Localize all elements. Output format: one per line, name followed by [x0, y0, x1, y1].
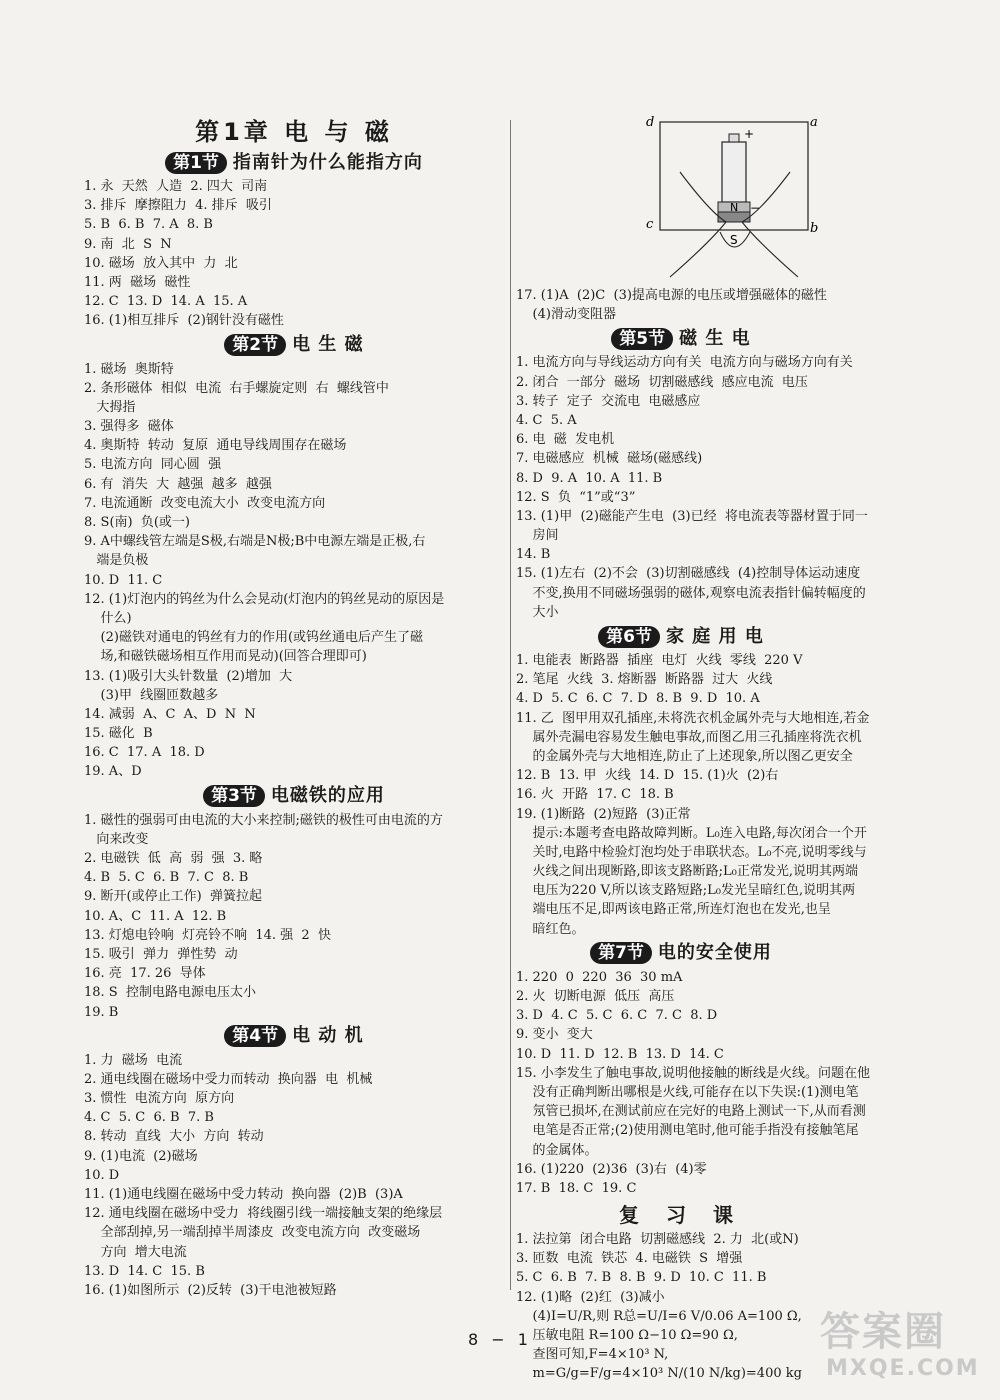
answer-line: 房间	[516, 528, 559, 544]
answer-line: 压敏电阻 R=100 Ω−10 Ω=90 Ω,	[516, 1328, 738, 1343]
answer-lines	[516, 353, 868, 622]
answer-lines	[84, 177, 504, 331]
answer-line: 的金属体。	[516, 1142, 598, 1158]
answer-line: 11. 乙 图甲用双孔插座,未将洗衣机金属外壳与大地相连,若金	[516, 710, 870, 726]
section-header	[84, 150, 504, 174]
electromagnet-figure	[640, 112, 820, 282]
field-line-left	[670, 172, 726, 277]
answer-line: 大拇指	[84, 399, 136, 415]
section-title: 电的安全使用	[657, 942, 772, 964]
section-badge: 第7节	[590, 942, 652, 964]
answer-line: 10. D	[84, 1167, 120, 1183]
answer-line: 8. S(南) 负(或一)	[84, 515, 190, 530]
section-title: 电磁铁的应用	[270, 785, 385, 807]
section-header	[84, 1024, 504, 1048]
answer-line: 9. 断开(或停止工作) 弹簧拉起	[84, 889, 262, 905]
answer-lines	[516, 968, 870, 1198]
answer-lines	[516, 286, 846, 324]
answer-line: 3. 强得多 磁体	[84, 419, 174, 435]
answer-line: (4)I=U/R,则 R总=U/I=6 V/0.06 A=100 Ω,	[516, 1308, 802, 1324]
answer-line: 1. 电能表 断路器 插座 电灯 火线 零线 220 V	[516, 653, 803, 668]
answer-line: 15. 磁化 B	[84, 726, 153, 742]
answer-line: 19. B	[84, 1004, 119, 1020]
section-badge: 第3节	[203, 785, 265, 807]
answer-lines	[84, 811, 504, 1022]
section-badge: 第2节	[224, 334, 286, 356]
answer-line: 氖管已损坏,在测试前应在完好的电路上测试一下,从而看测	[516, 1104, 866, 1120]
answer-line: 1. 电流方向与导线运动方向有关 电流方向与磁场方向有关	[516, 355, 853, 371]
answer-line: 3. 转子 定子 交流电 电磁感应	[516, 393, 701, 409]
answer-line: 3. 惯性 电流方向 原方向	[84, 1091, 235, 1107]
answer-line: 端电压不足,即两该电路正常,所连灯泡也在发光,也呈	[516, 902, 831, 918]
answer-line: 13. (1)吸引大头针数量 (2)增加 大	[84, 668, 293, 684]
label-b: b	[810, 221, 819, 236]
answer-line: 9. 变小 变大	[516, 1027, 593, 1043]
answer-line: 1. 法拉第 闭合电路 切割磁感线 2. 力 北(或N)	[516, 1232, 799, 1248]
answer-line: 查图可知,F=4×10³ N,	[516, 1347, 669, 1363]
answer-line: 18. S 控制电路电源电压太小	[84, 985, 256, 1001]
answer-line: 提示:本题考查电路故障判断。L₀连入电路,每次闭合一个开	[516, 825, 867, 841]
answer-line: 17. (1)A (2)C (3)提高电源的电压或增强磁体的磁性	[516, 288, 827, 303]
answer-line: 5. C 6. B 7. B 8. B 9. D 10. C 11. B	[516, 1270, 767, 1286]
answer-line: 暗红色。	[516, 921, 585, 937]
label-s: S	[730, 233, 738, 247]
answer-line: m=G/g=F/g=4×10³ N/(10 N/kg)=400 kg	[516, 1366, 802, 1382]
section-header	[84, 784, 504, 808]
answer-line: 4. B 5. C 6. B 7. C 8. B	[84, 870, 249, 886]
section-title: 家 庭 用 电	[666, 625, 764, 647]
answer-line: 1. 220 0 220 36 30 mA	[516, 969, 683, 985]
answer-lines	[84, 1051, 504, 1300]
answer-line: 16. C 17. A 18. D	[84, 745, 205, 761]
section-title: 电 动 机	[292, 1025, 364, 1047]
label-minus: −	[750, 201, 761, 215]
section-badge: 第1节	[165, 152, 227, 174]
answer-line: 16. (1)如图所示 (2)反转 (3)干电池被短路	[84, 1282, 337, 1298]
battery-cap	[729, 134, 739, 142]
answer-line: 16. (1)相互排斥 (2)钢针没有磁性	[84, 313, 284, 329]
answer-line: 16. (1)220 (2)36 (3)右 (4)零	[516, 1161, 707, 1177]
answer-line: 14. B	[516, 547, 551, 563]
battery-body	[722, 142, 746, 202]
chapter-title: 第1章 电 与 磁	[195, 118, 393, 146]
answer-line: 4. C 5. A	[516, 412, 577, 428]
answer-line: 10. D 11. C	[84, 572, 163, 588]
answer-line: 9. 南 北 S N	[84, 236, 172, 252]
answer-line: 大小	[516, 604, 559, 620]
answer-line: 6. 电 磁 发电机	[516, 432, 615, 448]
answer-line: 2. 条形磁体 相似 电流 右手螺旋定则 右 螺线管中	[84, 380, 389, 396]
answer-line: 11. (1)通电线圈在磁场中受力转动 换向器 (2)B (3)A	[84, 1187, 403, 1202]
label-a: a	[810, 115, 818, 130]
answer-line: 10. 磁场 放入其中 力 北	[84, 255, 238, 271]
answer-line: 12. C 13. D 14. A 15. A	[84, 294, 248, 310]
column-divider	[510, 120, 511, 1290]
answer-line: 全部刮掉,另一端刮掉半周漆皮 改变电流方向 改变磁场	[84, 1225, 421, 1241]
answer-line: 4. C 5. C 6. B 7. B	[84, 1110, 214, 1126]
answer-line: 13. (1)甲 (2)磁能产生电 (3)已经 将电流表等器材置于同一	[516, 508, 868, 524]
answer-line: 1. 磁性的强弱可由电流的大小来控制;磁铁的极性可由电流的方	[84, 812, 443, 828]
answer-line: 8. D 9. A 10. A 11. B	[516, 470, 663, 486]
answer-line: 方向 增大电流	[84, 1244, 187, 1260]
label-d: d	[646, 115, 655, 130]
answer-line: 电压为220 V,所以该支路短路;L₀发光呈暗红色,说明其两	[516, 883, 856, 899]
answer-line: 7. 电磁感应 机械 磁场(磁感线)	[516, 451, 703, 467]
answer-line: 2. 闭合 一部分 磁场 切割磁感线 感应电流 电压	[516, 374, 808, 390]
answer-line: 2. 火 切断电源 低压 高压	[516, 989, 675, 1004]
watermark-line1: 答案圈	[820, 1309, 946, 1355]
answer-line: 2. 笔尾 火线 3. 熔断器 断路器 过大 火线	[516, 672, 773, 688]
field-line-right	[742, 172, 798, 277]
answer-lines	[516, 651, 870, 939]
answer-line: 没有正确判断出哪根是火线,可能存在以下失误:(1)测电笔	[516, 1084, 859, 1100]
answer-lines	[516, 1230, 846, 1384]
answer-line: (3)甲 线圈匝数越多	[84, 687, 219, 703]
answer-line: 12. B 13. 甲 火线 14. D 15. (1)火 (2)右	[516, 768, 779, 784]
answer-line: 8. 转动 直线 大小 方向 转动	[84, 1129, 264, 1145]
review-section	[516, 1202, 846, 1384]
answer-line: 3. D 4. C 5. C 6. C 7. C 8. D	[516, 1008, 718, 1024]
answer-line: 12. S 负 “1”或“3”	[516, 489, 636, 505]
answer-line: 12. (1)灯泡内的钨丝为什么会晃动(灯泡内的钨丝晃动的原因是	[84, 591, 445, 607]
answer-line: 7. 电流通断 改变电流大小 改变电流方向	[84, 495, 326, 511]
answer-line: 2. 电磁铁 低 高 弱 强 3. 略	[84, 851, 263, 866]
answer-line: 10. A、C 11. A 12. B	[84, 908, 227, 924]
answer-line: 11. 两 磁场 磁性	[84, 274, 191, 290]
section-title: 指南针为什么能指方向	[232, 151, 423, 173]
answer-line: 什么)	[84, 610, 132, 626]
section-title: 磁 生 电	[679, 327, 751, 349]
answer-line: 4. 奥斯特 转动 复原 通电导线周围存在磁场	[84, 438, 347, 454]
review-title: 复 习 课	[619, 1203, 743, 1228]
answer-line: 场,和磁铁磁场相互作用而晃动)(回答合理即可)	[84, 649, 367, 665]
answer-line: 属外壳漏电容易发生触电事故,而图乙用三孔插座将洗衣机	[516, 729, 862, 745]
answer-line: 5. 电流方向 同心圆 强	[84, 457, 222, 473]
right-sections	[516, 326, 870, 1198]
answer-line: 端是负极	[84, 553, 149, 569]
answer-line: 电笔是否正常;(2)使用测电笔时,他可能手指没有接触笔尾	[516, 1123, 859, 1139]
answer-line: 3. 匝数 电流 铁芯 4. 电磁铁 S 增强	[516, 1251, 743, 1267]
answer-line: 12. 通电线圈在磁场中受力 将线圈引线一端接触支架的绝缘层	[84, 1206, 443, 1222]
answer-lines	[84, 360, 504, 782]
answer-line: 9. (1)电流 (2)磁场	[84, 1148, 198, 1164]
answer-line: (2)磁铁对通电的钨丝有力的作用(或钨丝通电后产生了磁	[84, 630, 424, 646]
answer-line: 关时,电路中检验灯泡均处于串联状态。L₀不亮,说明零线与	[516, 844, 867, 860]
answer-line: 17. B 18. C 19. C	[516, 1180, 637, 1196]
answer-line: 1. 力 磁场 电流	[84, 1052, 183, 1068]
answer-line: 13. D 14. C 15. B	[84, 1263, 205, 1279]
answer-line: 火线之间出现断路,即该支路断路;L₀正常发光,说明其两端	[516, 864, 859, 880]
answer-line: 14. 减弱 A、C A、D N N	[84, 706, 256, 722]
section-badge: 第6节	[598, 626, 660, 648]
answer-line: 19. A、D	[84, 764, 142, 780]
answer-line: 15. 吸引 弹力 弹性势 动	[84, 946, 238, 962]
section-header	[84, 333, 504, 357]
site-watermark	[820, 1300, 990, 1390]
answer-line: 13. 灯熄电铃响 灯亮铃不响 14. 强 2 快	[84, 927, 331, 943]
review-lines	[516, 1230, 846, 1384]
label-plus: +	[744, 127, 755, 141]
answer-line: 1. 永 天然 人造 2. 四大 司南	[84, 179, 268, 194]
answer-line: 15. 小李发生了触电事故,说明他接触的断线是火线。问题在他	[516, 1065, 870, 1081]
answer-line: 10. D 11. D 12. B 13. D 14. C	[516, 1046, 724, 1062]
left-sections	[84, 150, 504, 1300]
page-number: 8 − 1	[468, 1330, 532, 1349]
answer-line: 19. (1)断路 (2)短路 (3)正常	[516, 806, 691, 822]
answer-line: 12. (1)略 (2)红 (3)减小	[516, 1289, 665, 1305]
answer-line: 4. D 5. C 6. C 7. D 8. B 9. D 10. A	[516, 691, 760, 707]
section-header	[516, 941, 846, 965]
answer-line: 9. A中螺线管左端是S极,右端是N极;B中电源左端是正极,右	[84, 534, 426, 550]
answer-line: 6. 有 消失 大 越强 越多 越强	[84, 476, 272, 492]
section-header	[516, 624, 846, 648]
section-header	[516, 326, 846, 350]
answer-line: 16. 亮 17. 26 导体	[84, 966, 206, 982]
answer-line: 16. 火 开路 17. C 18. B	[516, 787, 674, 803]
right-column	[516, 286, 870, 1384]
answer-line: 3. 排斥 摩擦阻力 4. 排斥 吸引	[84, 198, 272, 214]
answer-line: 5. B 6. B 7. A 8. B	[84, 217, 213, 233]
answer-line: 2. 通电线圈在磁场中受力而转动 换向器 电 机械	[84, 1071, 373, 1087]
section-badge: 第4节	[224, 1025, 286, 1047]
answer-line: 的金属外壳与大地相连,防止了上述现象,所以图乙更安全	[516, 748, 853, 764]
answer-line: 1. 磁场 奥斯特	[84, 361, 174, 377]
label-c: c	[646, 217, 654, 232]
right-intro	[516, 286, 846, 324]
label-n: N	[730, 201, 739, 214]
answer-line: 向来改变	[84, 831, 149, 847]
watermark-line2: MXQE.COM	[826, 1356, 980, 1381]
section-title: 电 生 磁	[292, 334, 364, 355]
answer-line: (4)滑动变阻器	[516, 307, 616, 323]
section-badge: 第5节	[611, 328, 673, 350]
left-column	[84, 118, 504, 1300]
answer-line: 不变,换用不同磁场强弱的磁体,观察电流表指针偏转幅度的	[516, 585, 866, 601]
answer-line: 15. (1)左右 (2)不会 (3)切割磁感线 (4)控制导体运动速度	[516, 566, 861, 582]
